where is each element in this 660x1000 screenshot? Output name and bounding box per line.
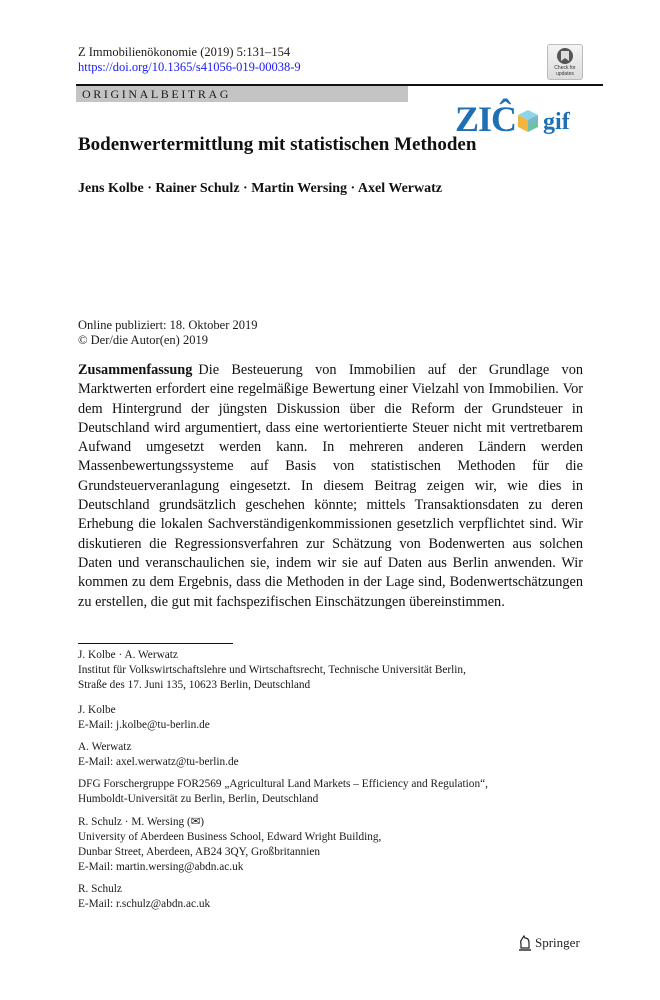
gif-logo-text: gif [543, 109, 570, 135]
footnote-rule [78, 643, 233, 644]
contact-name: J. Kolbe [78, 704, 116, 716]
publisher-name: Springer [535, 935, 580, 950]
abstract [78, 361, 583, 612]
journal-citation: Z Immobilienökonomie (2019) 5:131–154 [78, 45, 291, 59]
springer-logo [518, 935, 580, 951]
crossmark-label-1: Check for [554, 65, 576, 71]
cube-logo-icon [517, 109, 539, 133]
publication-info [78, 318, 257, 348]
affiliation-institution: Humboldt-Universität zu Berlin, Berlin, Deutschland [78, 793, 319, 805]
affiliation-institution: Institut für Volkswirtschaftslehre und Wirtschaftsrecht, Technische Universität Berlin, [78, 664, 466, 676]
affiliation-address: Dunbar Street, Aberdeen, AB24 3QY, Großbritannien [78, 846, 320, 858]
contact-email[interactable]: E-Mail: r.schulz@abdn.ac.uk [78, 898, 211, 910]
affiliation-institution: University of Aberdeen Business School, Edward Wright Building, [78, 831, 382, 843]
check-for-updates-badge[interactable] [547, 44, 583, 80]
contact-email[interactable]: E-Mail: j.kolbe@tu-berlin.de [78, 719, 210, 731]
springer-horse-icon [518, 935, 532, 951]
copyright-notice: © Der/die Autor(en) 2019 [78, 333, 208, 347]
contact-name: A. Werwatz [78, 741, 132, 753]
published-online: Online publiziert: 18. Oktober 2019 [78, 318, 258, 332]
abstract-label: Zusammenfassung [78, 362, 193, 378]
doi-link[interactable]: https://doi.org/10.1365/s41056-019-00038-9 [78, 60, 301, 74]
affiliation-address: Straße des 17. Juni 135, 10623 Berlin, Deutschland [78, 679, 311, 691]
zig-logo [455, 97, 570, 137]
contact-name: R. Schulz [78, 883, 122, 895]
crossmark-icon [557, 48, 573, 64]
affiliation-authors: R. Schulz · M. Wersing (✉) [78, 816, 205, 828]
contact-block [78, 740, 608, 770]
affiliation-block [78, 777, 608, 807]
abstract-text: Die Besteuerung von Immobilien auf der Grundlage von Marktwerten erfordert eine regelmäßige Bewertung einer Vielzahl von Immobilien. Vor dem Hintergrund der jüngsten Diskussion über die Reform der Grundsteuer in Deutschland wird argumentiert, dass eine wertorientierte Steuer nicht mit vertretbarem Aufwand umgesetzt werden kann. In mehreren anderen Ländern werden Massenbewertungssysteme auf Basis von statistischen Methoden für die Grundsteuerveranlagung eingesetzt. In diesem Beitrag zeigen wir, wie dies in Deutschland grundsätzlich geschehen könnte; mittels Transaktionsdaten zu deren Erhebung die lokalen Sachverständigenkommissionen gesetzlich verpflichtet sind. Wir diskutieren die Regressionsverfahren zur Schätzung von Bodenwerten aus solchen Daten und veranschaulichen sie, indem wir sie auf Daten aus Berlin anwenden. Wir kommen zu dem Ergebnis, dass die Methoden in der Lage sind, Bodenwertschätzungen zu erstellen, die gut mit fachspezifischen Einschätzungen übereinstimmen. [78, 362, 583, 610]
article-type-band: ORIGINALBEITRAG [76, 86, 408, 102]
affiliation-block [78, 648, 608, 693]
contact-email[interactable]: E-Mail: martin.wersing@abdn.ac.uk [78, 861, 244, 873]
contact-block [78, 882, 608, 912]
contact-block [78, 703, 608, 733]
article-title: Bodenwertermittlung mit statistischen Methoden [78, 134, 477, 155]
author-list: Jens Kolbe · Rainer Schulz · Martin Wersing · Axel Werwatz [78, 181, 442, 196]
contact-email[interactable]: E-Mail: axel.werwatz@tu-berlin.de [78, 756, 239, 768]
affiliation-group: DFG Forschergruppe FOR2569 „Agricultural Land Markets – Efficiency and Regulation“, [78, 778, 488, 790]
affiliation-authors: J. Kolbe · A. Werwatz [78, 649, 178, 661]
affiliation-block [78, 815, 608, 875]
crossmark-label-2: updates [556, 71, 574, 77]
zig-logo-text: ZIĈ [455, 99, 517, 139]
